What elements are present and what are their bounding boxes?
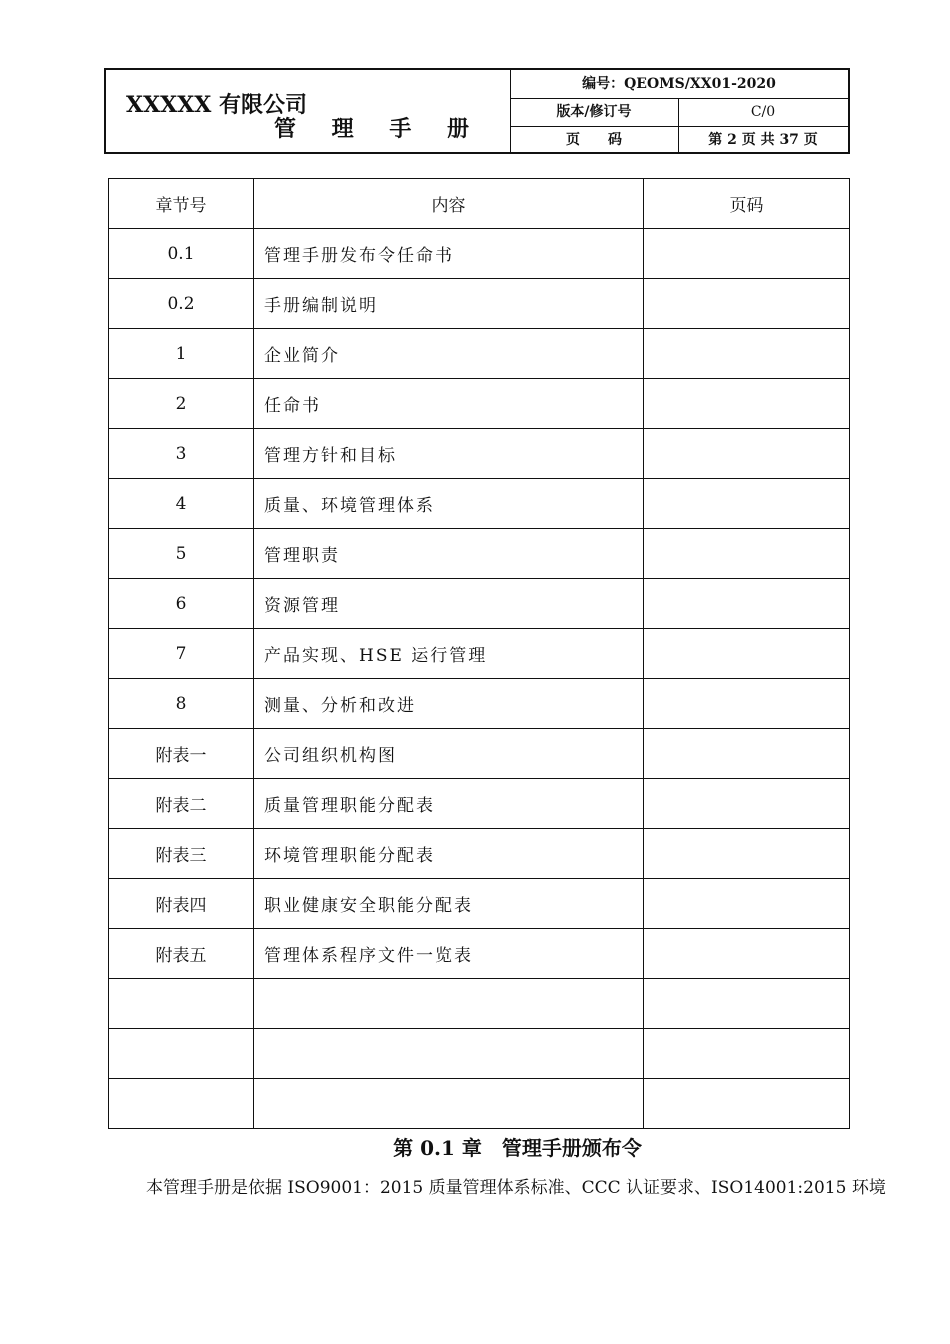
chapter-number: 附表二: [109, 779, 254, 829]
table-of-contents: [108, 178, 850, 1129]
chapter-page: [644, 679, 850, 729]
table-row: [109, 429, 850, 479]
chapter-content: 产品实现、HSE 运行管理: [254, 629, 644, 679]
chapter-page: [644, 579, 850, 629]
chapter-content: [254, 1079, 644, 1129]
table-row: [109, 729, 850, 779]
chapter-number: [109, 1029, 254, 1079]
chapter-content: 质量管理职能分配表: [254, 779, 644, 829]
column-header-chapter: 章节号: [109, 179, 254, 229]
page-value: 第 2 页 共 37 页: [708, 132, 818, 148]
chapter-content: 质量、环境管理体系: [254, 479, 644, 529]
document-header: [104, 68, 850, 154]
version-row: [510, 98, 848, 127]
chapter-page: [644, 229, 850, 279]
chapter-page: [644, 879, 850, 929]
chapter-number: 3: [109, 429, 254, 479]
table-row: [109, 879, 850, 929]
chapter-content: 资源管理: [254, 579, 644, 629]
chapter-number: 7: [109, 629, 254, 679]
chapter-number: [109, 1079, 254, 1129]
table-row: [109, 329, 850, 379]
table-row: [109, 829, 850, 879]
chapter-content: 职业健康安全职能分配表: [254, 879, 644, 929]
chapter-content: [254, 1029, 644, 1079]
chapter-page: [644, 379, 850, 429]
chapter-content: 管理手册发布令任命书: [254, 229, 644, 279]
doc-number-row: [510, 70, 848, 99]
chapter-page: [644, 1079, 850, 1129]
chapter-page: [644, 1029, 850, 1079]
chapter-number: 附表四: [109, 879, 254, 929]
table-row: [109, 1029, 850, 1079]
body-paragraph: 本管理手册是依据 ISO9001：2015 质量管理体系标准、CCC 认证要求、ISO14001:2015 环境: [146, 1178, 886, 1198]
chapter-number: [109, 979, 254, 1029]
chapter-number: 0.1: [109, 229, 254, 279]
chapter-page: [644, 329, 850, 379]
chapter-content: 手册编制说明: [254, 279, 644, 329]
chapter-page: [644, 429, 850, 479]
chapter-content: [254, 979, 644, 1029]
chapter-number: 6: [109, 579, 254, 629]
chapter-page: [644, 729, 850, 779]
header-title-block: [106, 70, 511, 154]
table-row: [109, 979, 850, 1029]
chapter-number: 附表三: [109, 829, 254, 879]
doc-number: 编号：QEOMS/XX01-2020: [582, 76, 776, 92]
chapter-content: 管理职责: [254, 529, 644, 579]
table-row: [109, 279, 850, 329]
table-row: [109, 629, 850, 679]
table-row: [109, 479, 850, 529]
page-label: 页 码: [510, 126, 679, 154]
table-row: [109, 1079, 850, 1129]
chapter-number: 1: [109, 329, 254, 379]
chapter-content: 企业简介: [254, 329, 644, 379]
chapter-page: [644, 929, 850, 979]
chapter-number: 附表五: [109, 929, 254, 979]
table-row: [109, 529, 850, 579]
table-row: [109, 929, 850, 979]
chapter-content: 公司组织机构图: [254, 729, 644, 779]
table-row: [109, 229, 850, 279]
column-header-page: 页码: [644, 179, 850, 229]
chapter-content: 测量、分析和改进: [254, 679, 644, 729]
chapter-page: [644, 529, 850, 579]
chapter-page: [644, 829, 850, 879]
chapter-content: 任命书: [254, 379, 644, 429]
header-info-block: [510, 70, 848, 154]
toc-header-row: [109, 179, 850, 229]
chapter-heading: 第 0.1 章 管理手册颁布令: [393, 1136, 642, 1160]
chapter-page: [644, 279, 850, 329]
company-name: XXXXX 有限公司: [126, 92, 308, 118]
chapter-number: 2: [109, 379, 254, 429]
chapter-number: 8: [109, 679, 254, 729]
page-row: [510, 126, 848, 154]
chapter-page: [644, 629, 850, 679]
chapter-page: [644, 479, 850, 529]
chapter-number: 0.2: [109, 279, 254, 329]
chapter-content: 环境管理职能分配表: [254, 829, 644, 879]
table-row: [109, 779, 850, 829]
table-row: [109, 379, 850, 429]
column-header-content: 内容: [254, 179, 644, 229]
chapter-page: [644, 779, 850, 829]
table-row: [109, 679, 850, 729]
chapter-number: 4: [109, 479, 254, 529]
chapter-number: 5: [109, 529, 254, 579]
version-label: 版本/修订号: [510, 98, 679, 126]
table-row: [109, 579, 850, 629]
chapter-page: [644, 979, 850, 1029]
chapter-content: 管理体系程序文件一览表: [254, 929, 644, 979]
chapter-number: 附表一: [109, 729, 254, 779]
chapter-content: 管理方针和目标: [254, 429, 644, 479]
manual-title: 管 理 手 册: [274, 116, 483, 142]
version-value: C/0: [750, 104, 776, 120]
